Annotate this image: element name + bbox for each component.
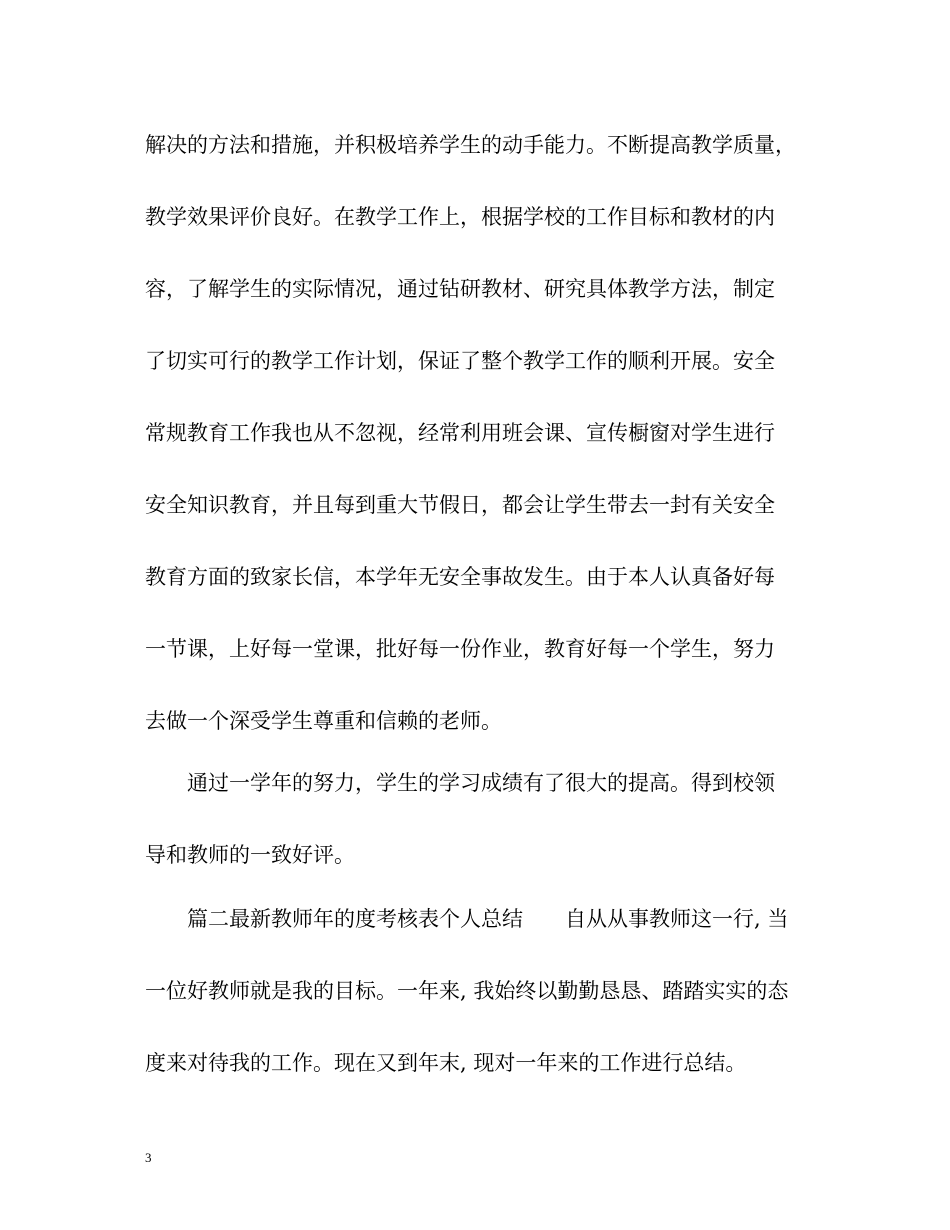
text-line: 容，了解学生的实际情况，通过钻研教材、研究具体教学方法，制定 — [145, 277, 775, 301]
text-line: 教学效果评价良好。在教学工作上，根据学校的工作目标和教材的内 — [145, 205, 775, 229]
text-line: 安全知识教育，并且每到重大节假日，都会让学生带去一封有关安全 — [145, 493, 775, 517]
text-line: 了切实可行的教学工作计划，保证了整个教学工作的顺利开展。安全 — [145, 349, 775, 373]
page-number: 3 — [145, 1150, 152, 1165]
text-line: 一位好教师就是我的目标。一年来, 我始终以勤勤恳恳、踏踏实实的态 — [145, 979, 789, 1003]
text-line: 度来对待我的工作。现在又到年末, 现对一年来的工作进行总结。 — [145, 1051, 747, 1075]
paragraph-first-line: 篇二最新教师年的度考核表个人总结 自从从事教师这一行, 当 — [145, 907, 789, 931]
text-line: 去做一个深受学生尊重和信赖的老师。 — [145, 709, 502, 733]
text-line: 一节课，上好每一堂课，批好每一份作业，教育好每一个学生，努力 — [145, 637, 775, 661]
text-line: 解决的方法和措施，并积极培养学生的动手能力。不断提高教学质量， — [145, 133, 796, 157]
text-line: 教育方面的致家长信，本学年无安全事故发生。由于本人认真备好每 — [145, 565, 775, 589]
text-line: 导和教师的一致好评。 — [145, 843, 355, 867]
text-line: 常规教育工作我也从不忽视，经常利用班会课、宣传橱窗对学生进行 — [145, 421, 775, 445]
paragraph-first-line: 通过一学年的努力，学生的学习成绩有了很大的提高。得到校领 — [145, 771, 775, 795]
